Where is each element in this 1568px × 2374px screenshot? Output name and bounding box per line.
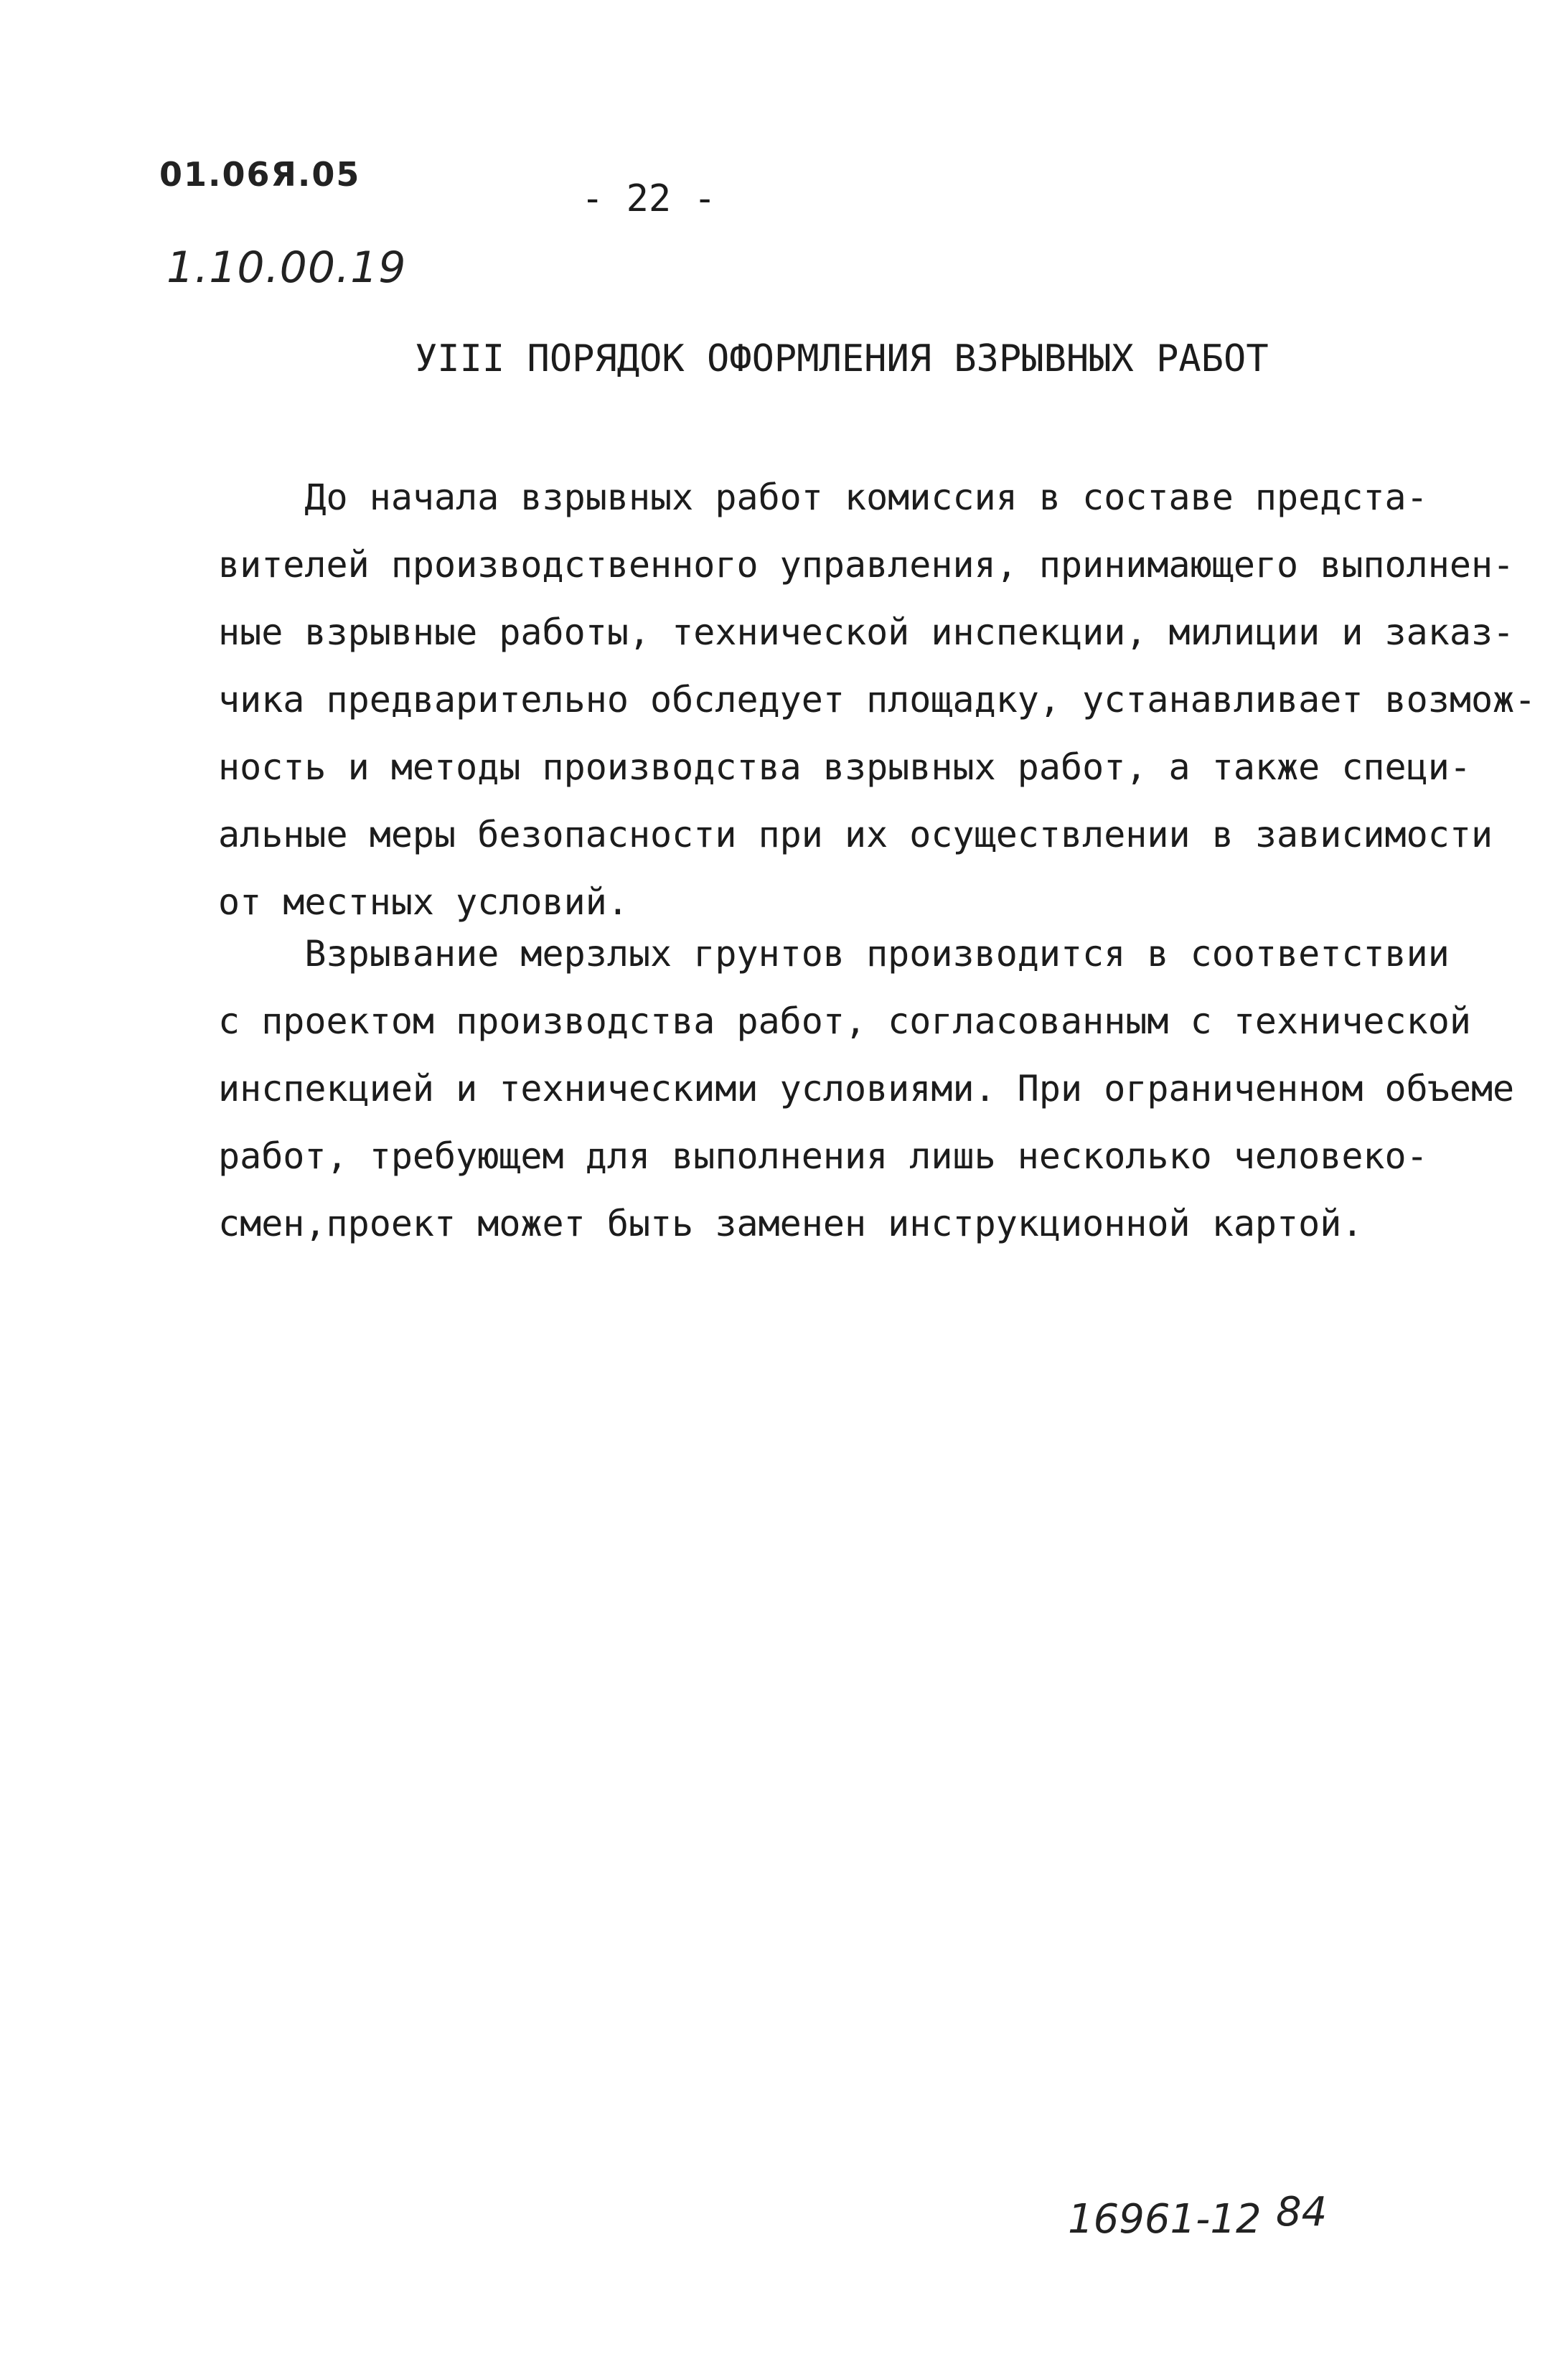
paragraph-line: ные взрывные работы, технической инспекции, милиции и заказ- [218, 611, 1515, 653]
paragraph-line: ность и методы производства взрывных работ, а также специ- [218, 746, 1471, 788]
paragraph-line: чика предварительно обследует площадку, устанавливает возмож- [218, 679, 1536, 721]
paragraph-2 [218, 920, 1515, 1257]
paragraph-line: работ, требующем для выполнения лишь несколько человеко- [218, 1135, 1428, 1177]
paragraph-line: До начала взрывных работ комиссия в составе предста- [218, 477, 1428, 518]
paragraph-line: вителей производственного управления, принимающего выполнен- [218, 544, 1515, 586]
document-reference-number: 16961-12 [1068, 2196, 1262, 2243]
paragraph-line: от местных условий. [218, 881, 629, 923]
sheet-number: 84 [1276, 2189, 1328, 2235]
paragraph-line: альные меры безопасности при их осуществлении в зависимости [218, 814, 1493, 855]
paragraph-line: Взрывание мерзлых грунтов производится в соответствии [218, 933, 1450, 975]
paragraph-1 [218, 464, 1536, 936]
section-title: УIII ПОРЯДОК ОФОРМЛЕНИЯ ВЗРЫВНЫХ РАБОТ [415, 337, 1269, 380]
paragraph-line: инспекцией и техническими условиями. При ограниченном объеме [218, 1068, 1515, 1109]
page-number: - 22 - [581, 177, 716, 220]
document-code: 01.06Я.05 [159, 155, 361, 194]
paragraph-line: с проектом производства работ, согласованным с технической [218, 1000, 1471, 1042]
paragraph-line: смен,проект может быть заменен инструкционной картой. [218, 1203, 1363, 1244]
document-subcode: 1.10.00.19 [166, 243, 407, 293]
